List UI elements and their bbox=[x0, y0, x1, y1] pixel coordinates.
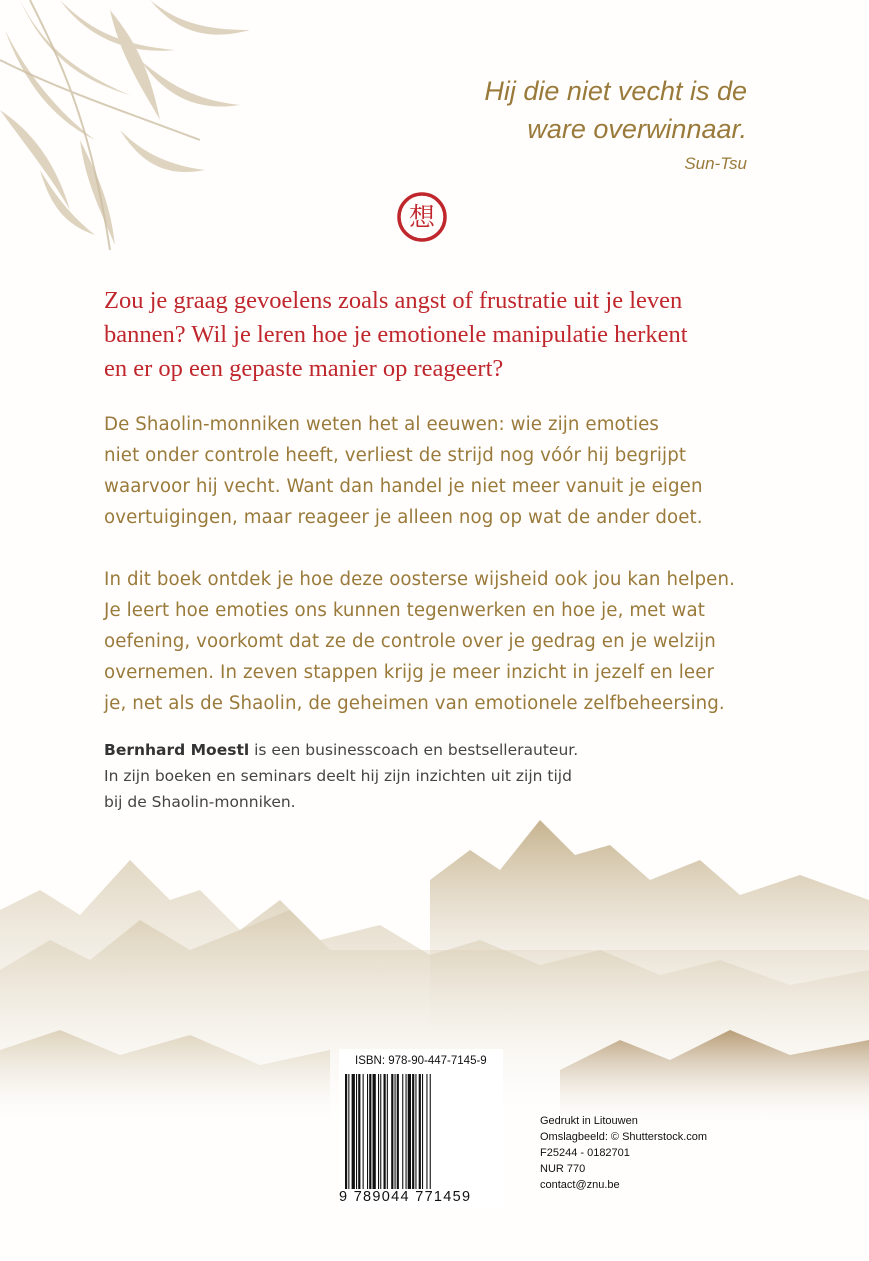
author-bio-line: bij de Shaolin-monniken. bbox=[104, 793, 296, 811]
barcode-stripe bbox=[422, 1074, 423, 1189]
seal-character: 想 bbox=[408, 203, 436, 233]
author-bio-line bbox=[104, 737, 784, 763]
imprint-line: NUR 770 bbox=[540, 1163, 586, 1175]
barcode-stripe bbox=[369, 1074, 371, 1189]
bamboo-leaves-illustration bbox=[0, 0, 260, 270]
paragraph-line: oefening, voorkomt dat ze de controle over je gedrag en je welzijn bbox=[104, 631, 716, 652]
barcode-stripe bbox=[391, 1074, 393, 1189]
barcode-stripe bbox=[380, 1074, 381, 1189]
imprint-line: F25244 - 0182701 bbox=[540, 1147, 630, 1159]
paragraph-line: je, net als de Shaolin, de geheimen van emotionele zelfbeheersing. bbox=[104, 693, 725, 714]
author-name: Bernhard Moestl bbox=[104, 741, 250, 759]
barcode bbox=[339, 1049, 503, 1209]
paragraph-line: waarvoor hij vecht. Want dan handel je niet meer vanuit je eigen bbox=[104, 476, 703, 497]
paragraph-line: niet onder controle heeft, verliest de strijd nog vóór hij begrijpt bbox=[104, 445, 687, 466]
intro-line: en er op een gepaste manier op reageert? bbox=[104, 355, 504, 382]
barcode-bars bbox=[345, 1074, 497, 1189]
barcode-stripe bbox=[430, 1074, 431, 1189]
barcode-digits: 9 789044 771459 bbox=[339, 1189, 472, 1205]
barcode-stripe bbox=[348, 1074, 349, 1189]
imprint-line: Omslagbeeld: © Shutterstock.com bbox=[540, 1131, 708, 1143]
description-paragraph-1 bbox=[104, 409, 784, 533]
paragraph-line: overnemen. In zeven stappen krijg je meer inzicht in jezelf en leer bbox=[104, 662, 715, 683]
quote-line: Hij die niet vecht is de bbox=[484, 76, 747, 106]
paragraph-line: In dit boek ontdek je hoe deze oosterse wijsheid ook jou kan helpen. bbox=[104, 569, 735, 590]
barcode-stripe bbox=[415, 1074, 416, 1189]
barcode-stripe bbox=[378, 1074, 379, 1189]
barcode-stripe bbox=[387, 1074, 388, 1189]
barcode-stripe bbox=[373, 1074, 376, 1189]
barcode-stripe bbox=[384, 1074, 386, 1189]
intro-line: bannen? Wil je leren hoe je emotionele manipulatie herkent bbox=[104, 321, 688, 348]
barcode-stripe bbox=[363, 1074, 364, 1189]
barcode-stripe bbox=[358, 1074, 360, 1189]
barcode-stripe bbox=[345, 1074, 347, 1189]
imprint-info bbox=[540, 1113, 707, 1193]
barcode-stripe bbox=[356, 1074, 357, 1189]
barcode-stripe bbox=[397, 1074, 399, 1189]
paragraph-line: overtuigingen, maar reageer je alleen nog op wat de ander doet. bbox=[104, 507, 703, 528]
barcode-stripe bbox=[395, 1074, 396, 1189]
description-paragraph-2 bbox=[104, 564, 784, 719]
paragraph-line: De Shaolin-monniken weten het al eeuwen: wie zijn emoties bbox=[104, 414, 660, 435]
barcode-stripe bbox=[367, 1074, 368, 1189]
imprint-line: Gedrukt in Litouwen bbox=[540, 1115, 638, 1127]
author-bio-text: is een businesscoach en bestsellerauteur. bbox=[249, 741, 579, 759]
barcode-stripe bbox=[408, 1074, 411, 1189]
epigraph-quote bbox=[484, 72, 747, 174]
paragraph-line: Je leert hoe emoties ons kunnen tegenwerken en hoe je, met wat bbox=[104, 600, 706, 621]
barcode-stripe bbox=[352, 1074, 355, 1189]
barcode-stripe bbox=[406, 1074, 407, 1189]
quote-author: Sun-Tsu bbox=[684, 154, 747, 173]
barcode-stripe bbox=[402, 1074, 403, 1189]
barcode-stripe bbox=[412, 1074, 414, 1189]
quote-line: ware overwinnaar. bbox=[527, 114, 747, 144]
isbn-label: ISBN: 978-90-447-7145-9 bbox=[355, 1055, 487, 1067]
imprint-line: contact@znu.be bbox=[540, 1179, 620, 1191]
author-bio-line: In zijn boeken en seminars deelt hij zijn inzichten uit zijn tijd bbox=[104, 767, 572, 785]
barcode-stripe bbox=[419, 1074, 421, 1189]
intro-line: Zou je graag gevoelens zoals angst of frustratie uit je leven bbox=[104, 287, 683, 314]
barcode-stripe bbox=[426, 1074, 427, 1189]
chinese-seal-icon bbox=[395, 190, 449, 244]
intro-question bbox=[104, 284, 784, 386]
